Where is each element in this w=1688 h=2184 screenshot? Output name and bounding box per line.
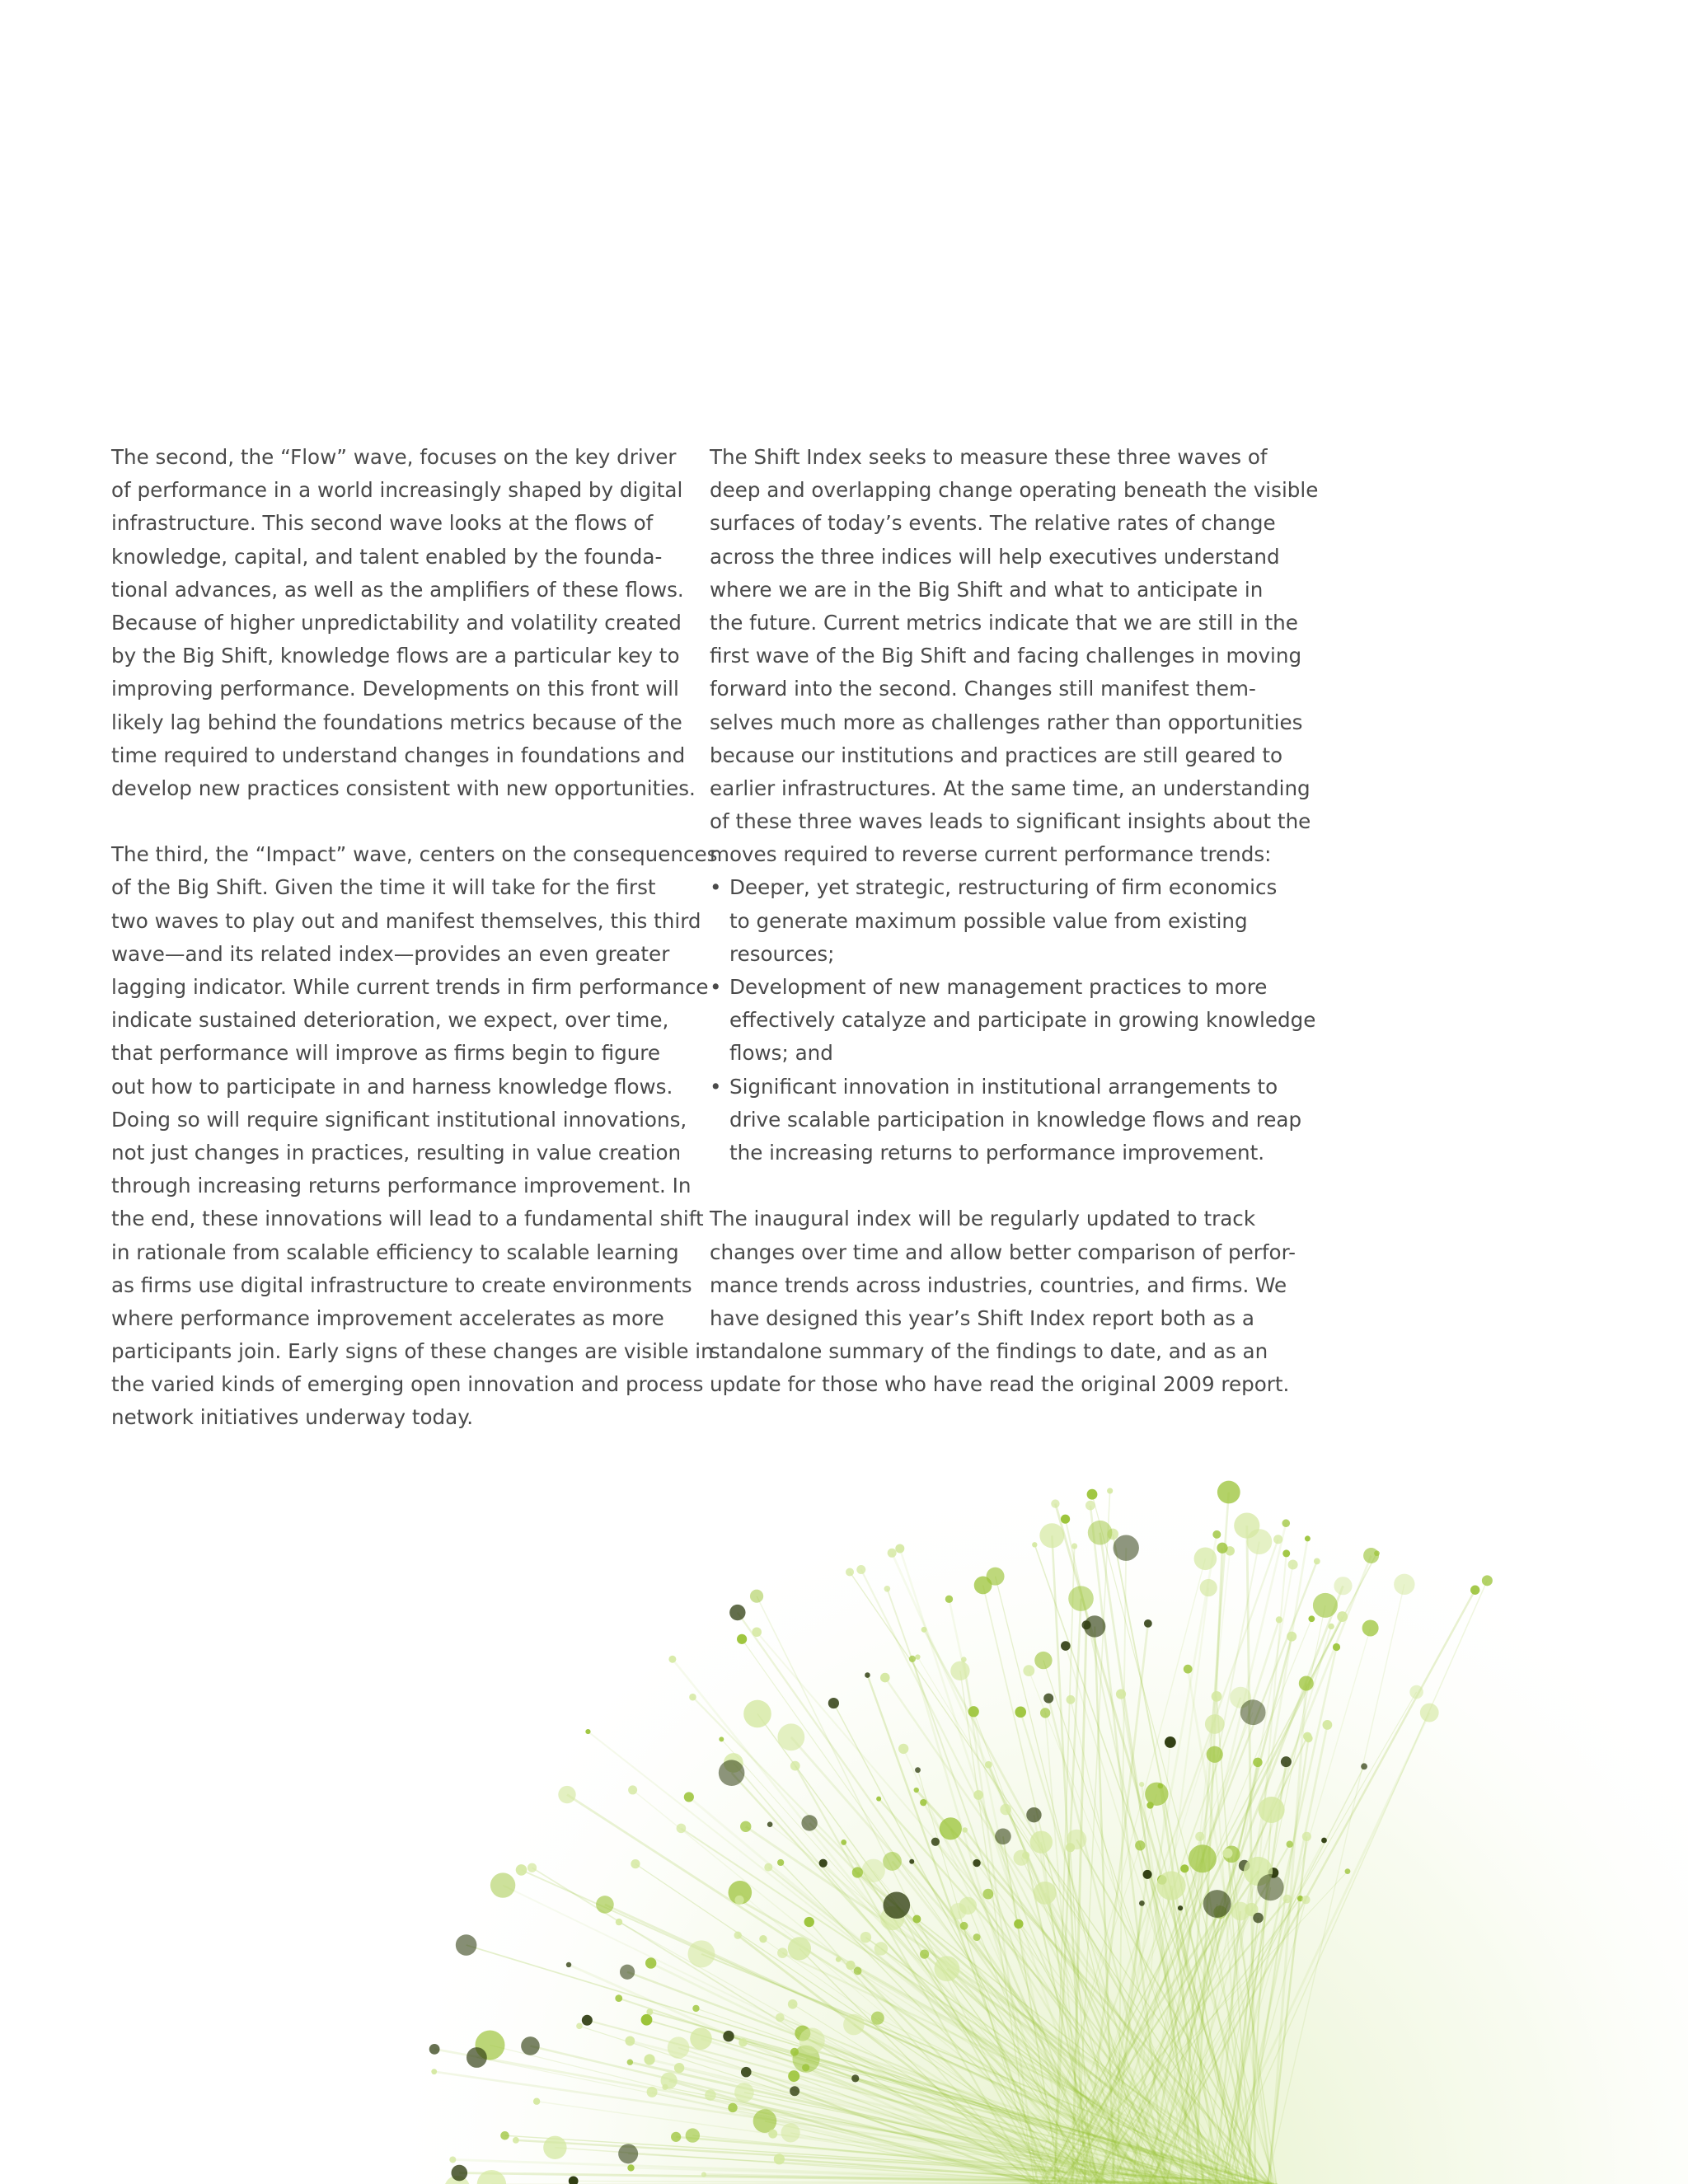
text-line: The inaugural index will be regularly updated to track: [710, 1207, 1256, 1231]
fiber-tip: [888, 1549, 897, 1558]
fiber-tip: [788, 1937, 811, 1960]
fiber-tip: [625, 2036, 635, 2046]
left-paragraph-impact-wave: [111, 838, 718, 1434]
fiber-tip: [968, 1706, 979, 1717]
fiber-tip: [777, 1723, 804, 1750]
fiber-tip: [729, 1605, 745, 1620]
fiber-tip: [1207, 1746, 1223, 1763]
text-line: where performance improvement accelerates as more: [111, 1305, 664, 1330]
fiber-tip: [836, 1957, 842, 1962]
right-paragraph-shift-index: [710, 441, 1319, 871]
fiber-tip: [1144, 1619, 1152, 1628]
fiber-tip: [1205, 1714, 1225, 1734]
fiber-tip: [909, 1859, 914, 1864]
fiber-tip: [1334, 1577, 1352, 1595]
fiber-tip: [543, 2136, 566, 2159]
text-line: earlier infrastructures. At the same time, an understanding: [710, 776, 1311, 800]
fiber-tip: [737, 1634, 747, 1644]
fiber-tip: [456, 1934, 477, 1956]
fiber-tip: [854, 1967, 862, 1975]
fiber-tip: [1257, 1874, 1283, 1900]
text-line: update for those who have read the original 2009 report.: [710, 1372, 1290, 1397]
fiber-tip: [931, 1838, 940, 1846]
fiber-tip: [1139, 1782, 1144, 1787]
fiber-tip: [645, 1957, 656, 1968]
fiber-tip: [884, 1891, 911, 1919]
fiber-tip: [490, 1872, 515, 1897]
fiber-tip: [963, 1827, 968, 1832]
fiber-tip: [764, 1863, 772, 1872]
fiber-tip: [909, 1656, 916, 1662]
fiber-tip: [615, 1994, 622, 2002]
fiber-tip: [734, 2083, 754, 2102]
fiber-tip: [945, 1596, 953, 1603]
fiber-tip: [1212, 1530, 1221, 1539]
fiber-tip: [627, 2060, 633, 2065]
text-line: surfaces of today’s events. The relative rates of change: [710, 511, 1276, 536]
text-line: The Shift Index seeks to measure these three waves of: [710, 445, 1268, 469]
fiber-tip: [843, 2014, 865, 2036]
text-line: indicate sustained deterioration, we expect, over time,: [111, 1008, 669, 1033]
fiber-tip: [915, 1654, 920, 1659]
bullet-text: flows; and: [729, 1041, 833, 1066]
fiber-tip: [576, 2023, 583, 2030]
fiber-tip: [616, 1919, 622, 1925]
fiber-tip: [627, 2164, 634, 2171]
fiber-tip: [860, 1932, 871, 1943]
paragraph-gap: [111, 805, 688, 838]
fiber-tip: [513, 2137, 519, 2144]
fiber-tip: [934, 1956, 959, 1981]
fiber-tip: [781, 2123, 800, 2142]
fiber-tip: [828, 1698, 839, 1708]
fiber-tip: [895, 1544, 904, 1553]
bullet-mark: •: [710, 875, 722, 900]
fiber-tip: [759, 1935, 767, 1943]
fiber-tip: [768, 2130, 777, 2139]
fiber-tip: [865, 1672, 870, 1678]
fiber-tip: [1026, 1807, 1041, 1822]
fiber-tip: [851, 2074, 859, 2082]
fiber-tip: [852, 1867, 863, 1877]
fiber-tip: [1308, 1615, 1315, 1622]
text-line: The second, the “Flow” wave, focuses on the key driver: [111, 445, 677, 469]
fiber-tip: [1085, 1501, 1095, 1511]
fiber-tip: [1287, 1632, 1296, 1642]
fiber-tip: [705, 2089, 716, 2101]
fiber-tip: [1482, 1575, 1493, 1586]
text-line: standalone summary of the findings to date, and as an: [710, 1339, 1268, 1364]
fiber-tip: [1212, 1691, 1222, 1702]
fiber-tip: [1253, 1913, 1264, 1924]
fiber-tip: [431, 2069, 437, 2074]
bullet-text: to generate maximum possible value from existing: [729, 908, 1248, 933]
fiber-tip: [950, 1661, 969, 1680]
text-line: out how to participate in and harness knowledge flows.: [111, 1074, 673, 1099]
fiber-tip: [960, 1922, 968, 1930]
fiber-tip: [1200, 1579, 1217, 1596]
fiber-tip: [1374, 1550, 1380, 1556]
text-line: two waves to play out and manifest themselves, this third: [111, 908, 701, 933]
fiber-tip: [1000, 1804, 1011, 1816]
fiber-tip: [741, 2067, 752, 2078]
fiber-tip: [1299, 1675, 1314, 1690]
fiber-tip: [753, 2109, 777, 2133]
fiber-tip: [1014, 1919, 1023, 1929]
fiber-tip: [1032, 1542, 1037, 1547]
fiber-tip: [734, 1896, 743, 1905]
text-line: the future. Current metrics indicate that we are still in the: [710, 610, 1298, 635]
fiber-tip: [920, 1950, 929, 1959]
fiber-tip: [1195, 1832, 1204, 1841]
fiber-tip: [940, 1817, 962, 1840]
fiber-tip: [790, 2086, 799, 2096]
fiber-tip: [644, 2054, 654, 2064]
fiber-tip: [618, 2144, 638, 2163]
fiber-tip: [774, 2154, 785, 2164]
text-line: because our institutions and practices are still geared to: [710, 743, 1283, 767]
fiber-tip: [728, 2103, 737, 2112]
fiber-tip: [1345, 1868, 1351, 1874]
fiber-tip: [738, 2038, 747, 2046]
fiber-tip: [1158, 1783, 1164, 1789]
bullet-text: resources;: [729, 941, 835, 966]
fiber-tip: [662, 2084, 668, 2090]
fiber-tip: [1287, 1841, 1293, 1848]
left-paragraph-flow-wave: [111, 441, 696, 805]
text-line: wave—and its related index—provides an even greater: [111, 941, 670, 966]
fiber-tip: [777, 1859, 784, 1866]
fiber-tip: [429, 2044, 440, 2055]
fiber-tip: [950, 1903, 967, 1919]
fiber-tip: [915, 1767, 921, 1773]
text-line: network initiatives underway today.: [111, 1405, 474, 1430]
fiber-tip: [1420, 1704, 1439, 1722]
fiber-tip: [1240, 1699, 1266, 1725]
text-line: that performance will improve as firms begin to figure: [111, 1041, 660, 1066]
paragraph-gap: [710, 1169, 1303, 1202]
text-line: of these three waves leads to significant insights about the: [710, 809, 1311, 834]
fiber-tip: [566, 1962, 571, 1967]
bullet-item: [710, 971, 1316, 1071]
fiber-tip: [788, 2070, 799, 2082]
text-line: The third, the “Impact” wave, centers on the consequences: [111, 842, 718, 867]
text-line: tional advances, as well as the amplifiers of these flows.: [111, 577, 684, 602]
text-line: changes over time and allow better comparison of perfor-: [710, 1240, 1296, 1264]
text-line: likely lag behind the foundations metrics because of the: [111, 710, 682, 734]
text-line: have designed this year’s Shift Index report both as a: [710, 1305, 1254, 1330]
fiber-tip: [920, 1799, 926, 1806]
fiber-tip: [1203, 1890, 1231, 1918]
bullet-item: [710, 1071, 1303, 1170]
fiber-optic-illustration: [0, 1451, 1688, 2184]
right-text-column: [710, 441, 1319, 1401]
fiber-tip: [688, 1940, 715, 1967]
text-line: not just changes in practices, resulting in value creation: [111, 1140, 682, 1165]
text-line: selves much more as challenges rather than opportunities: [710, 710, 1303, 734]
bullet-text: effectively catalyze and participate in growing knowledge: [729, 1008, 1316, 1033]
fiber-tip: [467, 2047, 487, 2068]
fiber-tip: [1043, 1694, 1053, 1704]
fiber-tip: [876, 1797, 881, 1802]
fiber-tip: [752, 1627, 762, 1637]
fiber-tip: [884, 1586, 891, 1592]
fiber-tip: [449, 2156, 456, 2163]
fiber-tip: [1114, 1535, 1139, 1560]
text-line: first wave of the Big Shift and facing challenges in moving: [710, 644, 1302, 668]
fiber-tip: [1180, 1864, 1189, 1872]
fiber-tip: [1314, 1558, 1320, 1565]
fiber-tip: [1061, 1515, 1070, 1524]
fiber-tip: [1394, 1574, 1414, 1595]
fiber-tip: [1034, 1652, 1052, 1669]
fiber-tip: [528, 1863, 537, 1872]
fiber-tip: [1301, 1896, 1310, 1904]
fiber-tip: [596, 1896, 614, 1914]
fiber-tip: [1282, 1895, 1292, 1904]
fiber-tip: [701, 2172, 706, 2177]
fiber-tip: [620, 1965, 635, 1980]
fiber-tip: [1184, 1665, 1193, 1674]
text-line: in rationale from scalable efficiency to scalable learning: [111, 1240, 679, 1264]
fiber-tip: [804, 1917, 814, 1927]
fiber-tip: [1231, 1902, 1250, 1921]
fiber-tip: [883, 1852, 902, 1871]
fiber-tip: [585, 1729, 590, 1734]
fiber-tip: [1194, 1548, 1217, 1571]
fiber-tip: [451, 2165, 467, 2182]
fiber-tip: [1282, 1519, 1290, 1527]
fiber-tip: [1321, 1838, 1327, 1844]
fiber-tip: [1088, 1521, 1113, 1545]
text-line: of the Big Shift. Given the time it will take for the first: [111, 875, 656, 900]
fiber-tip: [1302, 1832, 1311, 1841]
fiber-tip: [1143, 1870, 1152, 1879]
fiber-tip: [1222, 1849, 1232, 1858]
fiber-tip: [516, 1864, 528, 1876]
bullet-text: Significant innovation in institutional arrangements to: [729, 1074, 1278, 1099]
fiber-tip: [846, 1568, 854, 1576]
fiber-tip: [647, 2087, 658, 2097]
fiber-tip: [819, 1859, 828, 1868]
fiber-tip: [777, 1947, 788, 1958]
fiber-tip: [790, 1761, 800, 1771]
text-line: across the three indices will help executives understand: [710, 544, 1280, 569]
fiber-tip: [1313, 1593, 1338, 1618]
fiber-tip: [1040, 1708, 1050, 1718]
fiber-tip: [1107, 1488, 1113, 1493]
fiber-tip: [582, 2015, 593, 2026]
fiber-tip: [1145, 1783, 1168, 1806]
fiber-tip: [668, 1656, 676, 1663]
text-line: the end, these innovations will lead to a fundamental shift: [111, 1207, 704, 1231]
fiber-tip: [1030, 1830, 1053, 1853]
fiber-tip: [1281, 1756, 1292, 1767]
fiber-tip: [719, 1736, 724, 1741]
fiber-tip: [1178, 1905, 1183, 1910]
fiber-tip: [740, 1821, 751, 1832]
fiber-tip: [1361, 1763, 1367, 1769]
fiber-tip: [914, 1788, 919, 1793]
text-line: infrastructure. This second wave looks at the flows of: [111, 511, 654, 536]
fiber-tip: [533, 2098, 540, 2105]
fiber-tip: [1328, 1624, 1334, 1629]
fiber-tip: [995, 1829, 1011, 1845]
fiber-tip: [767, 1821, 773, 1827]
text-line: lagging indicator. While current trends in firm performance: [111, 975, 709, 999]
text-line: knowledge, capital, and talent enabled by the founda-: [111, 544, 663, 569]
bullet-list: [710, 871, 1316, 1169]
fiber-tip: [921, 1627, 927, 1633]
fiber-tip: [558, 1786, 575, 1803]
fiber-tip: [880, 1673, 890, 1683]
bullet-text: drive scalable participation in knowledge flows and reap: [729, 1107, 1302, 1132]
fiber-tip: [689, 1694, 696, 1701]
fiber-tip: [692, 2005, 699, 2012]
fiber-tip: [1217, 1543, 1227, 1554]
text-line: mance trends across industries, countries, and firms. We: [710, 1272, 1287, 1297]
fiber-tip: [1087, 1489, 1098, 1500]
fiber-tip: [1039, 1523, 1064, 1548]
fiber-tip: [684, 1792, 694, 1802]
text-line: the varied kinds of emerging open innovation and process: [111, 1372, 704, 1397]
fiber-tip: [1409, 1685, 1423, 1699]
text-line: through increasing returns performance improvement. In: [111, 1174, 692, 1198]
text-line: by the Big Shift, knowledge flows are a particular key to: [111, 644, 680, 668]
fiber-tip: [871, 2012, 884, 2025]
fiber-tip: [973, 1859, 980, 1867]
fiber-tip: [1333, 1643, 1340, 1651]
fiber-tip: [671, 2132, 681, 2142]
fiber-tip: [1337, 1611, 1348, 1622]
fiber-tip: [1139, 1900, 1145, 1906]
fiber-tip: [1253, 1758, 1262, 1767]
fiber-tip: [1470, 1586, 1479, 1595]
fiber-tip: [961, 1657, 967, 1662]
fiber-tip: [1051, 1499, 1059, 1507]
fiber-tip: [686, 2128, 700, 2142]
fiber-tip: [1259, 1797, 1285, 1823]
fiber-tip: [1082, 1620, 1091, 1629]
fiber-tip: [1189, 1844, 1217, 1872]
fiber-tip: [898, 1744, 908, 1754]
fiber-tip: [628, 1785, 637, 1794]
fiber-tip: [1362, 1619, 1379, 1636]
fiber-tip: [1071, 1543, 1077, 1549]
fiber-tip: [1135, 1840, 1145, 1850]
fiber-tip: [500, 2131, 509, 2140]
left-text-column: [111, 441, 718, 1435]
fiber-tip: [974, 1577, 992, 1595]
text-line: of performance in a world increasingly shaped by digital: [111, 478, 683, 503]
text-line: forward into the second. Changes still manifest them-: [710, 677, 1256, 701]
fiber-tip: [1061, 1641, 1071, 1651]
fiber-tip: [723, 2031, 734, 2041]
fiber-tip: [801, 1815, 817, 1830]
fiber-tip: [973, 1933, 981, 1941]
fiber-tip: [1305, 1535, 1311, 1541]
fiber-tip: [973, 1790, 983, 1800]
fiber-tip: [674, 2063, 684, 2073]
fiber-tip: [1068, 1586, 1094, 1611]
text-line: moves required to reverse current performance trends:: [710, 842, 1272, 867]
fiber-tip: [1066, 1843, 1075, 1852]
fiber-tip: [743, 1700, 771, 1728]
fiber-tip: [677, 1824, 687, 1834]
fiber-tip: [1288, 1559, 1298, 1569]
fiber-tip: [846, 1961, 855, 1970]
fiber-tip: [1303, 1732, 1311, 1741]
fiber-tip: [790, 2048, 799, 2056]
fiber-tip: [1217, 1481, 1240, 1504]
fiber-tip: [734, 1931, 742, 1938]
fiber-tip: [874, 1942, 888, 1955]
text-line: develop new practices consistent with new opportunities.: [111, 776, 696, 800]
fiber-tip: [668, 2036, 690, 2059]
fiber-tip: [1156, 1871, 1185, 1900]
fiber-tip: [750, 1590, 763, 1603]
fiber-tip: [1246, 1529, 1272, 1554]
fiber-tip: [1023, 1665, 1034, 1676]
fiber-tip: [985, 1761, 992, 1769]
fiber-tip: [631, 1859, 640, 1868]
right-paragraph-inaugural-index: [710, 1202, 1303, 1401]
text-line: time required to understand changes in foundations and: [111, 743, 686, 767]
fiber-tip: [719, 1760, 745, 1786]
fiber-tip: [1015, 1707, 1026, 1718]
bullet-text: Development of new management practices to more: [729, 975, 1268, 999]
fiber-tip: [690, 2027, 712, 2050]
fiber-tip: [788, 1999, 798, 2009]
fiber-tip: [799, 2028, 825, 2054]
fiber-tip: [776, 2013, 785, 2022]
bullet-item: [710, 871, 1303, 971]
fiber-tip: [1323, 1720, 1333, 1730]
text-line: participants join. Early signs of these changes are visible in: [111, 1339, 714, 1364]
text-line: improving performance. Developments on this front will: [111, 677, 679, 701]
text-line: as firms use digital infrastructure to create environments: [111, 1272, 692, 1297]
fiber-tip: [1165, 1736, 1176, 1748]
fiber-tip: [1034, 1882, 1057, 1905]
fiber-tip: [982, 1889, 993, 1900]
text-line: Doing so will require significant institutional innovations,: [111, 1107, 687, 1132]
bullet-text: Deeper, yet strategic, restructuring of firm economics: [729, 875, 1278, 900]
fiber-tip: [1067, 1695, 1076, 1704]
fiber-tip: [912, 1915, 921, 1923]
fiber-tip: [1276, 1616, 1282, 1623]
fiber-tip: [841, 1840, 846, 1845]
text-line: deep and overlapping change operating beneath the visible: [710, 478, 1319, 503]
fiber-tip: [862, 1859, 885, 1882]
fiber-tip: [1273, 1535, 1282, 1544]
text-line: Because of higher unpredictability and volatility created: [111, 610, 682, 635]
fiber-tip: [1282, 1549, 1290, 1557]
fiber-tip: [641, 2014, 653, 2026]
fiber-tip: [856, 1565, 865, 1574]
bullet-mark: •: [710, 975, 722, 999]
bullet-mark: •: [710, 1074, 722, 1099]
text-line: where we are in the Big Shift and what to anticipate in: [710, 577, 1264, 602]
fiber-tip: [521, 2036, 540, 2055]
fiber-tip: [1116, 1689, 1126, 1699]
fiber-tip: [1146, 1802, 1153, 1808]
bullet-text: the increasing returns to performance improvement.: [729, 1140, 1265, 1165]
fiber-tip: [1022, 1852, 1029, 1859]
